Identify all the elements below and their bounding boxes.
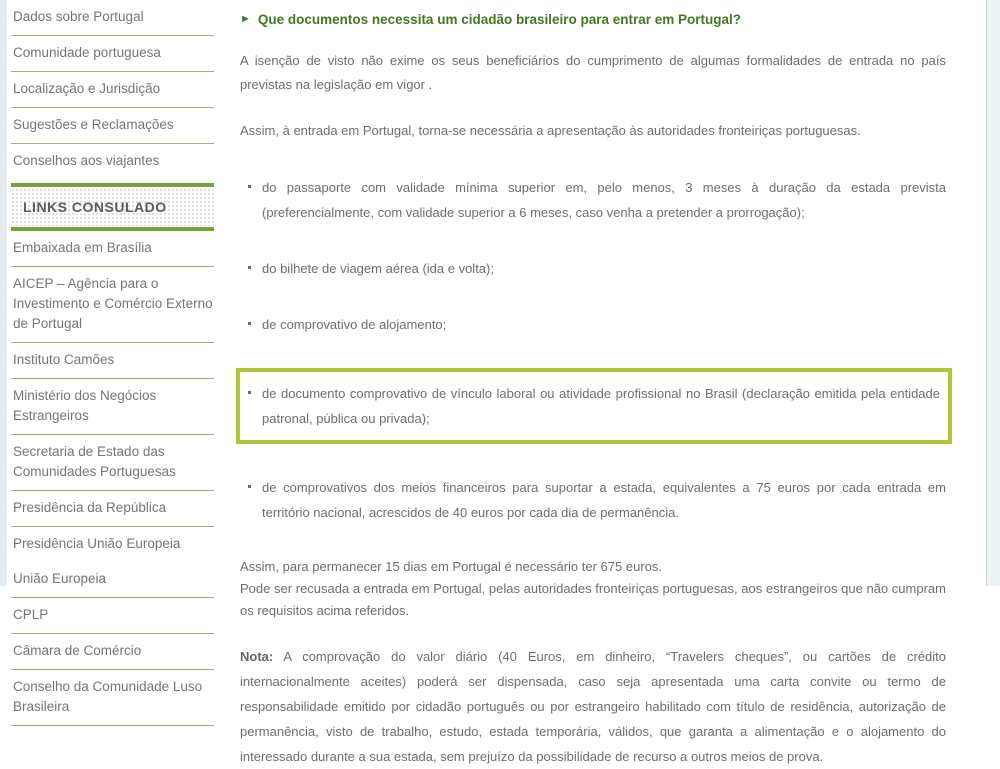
summary-paragraph-1: Assim, para permanecer 15 dias em Portugal é necessário ter 675 euros. [240,559,662,574]
summary-paragraph-2: Pode ser recusada a entrada em Portugal, pelas autoridades fronteiriças portuguesas, aos estrangeiros que não cumpram os requisitos acima referidos. [240,581,946,618]
green-bar-top [11,183,214,187]
question-title-text: Que documentos necessita um cidadão brasileiro para entrar em Portugal? [257,12,742,27]
sidebar-link[interactable]: Instituto Camões [13,352,115,367]
sidebar-nav [11,0,214,726]
requirements-list [240,175,946,525]
requirement-text: de comprovativos dos meios financeiros para suportar a estada, equivalentes a 75 euros por cada entrada em território nacional, acrescidos de 40 euros por cada dia de permanência. [262,480,946,520]
sidebar-link[interactable]: Secretaria de Estado das Comunidades Portuguesas [13,444,176,479]
sidebar-link[interactable]: Câmara de Comércio [13,643,142,658]
main-content [240,0,946,769]
sidebar-section-header: LINKS CONSULADO [11,188,214,226]
requirement-text: do passaporte com validade mínima superior em, pelo menos, 3 meses à duração da estada prevista (preferencialmente, com validade superior a 6 meses, caso venha a pretender a prorrogação); [262,180,946,220]
requirement-item [240,175,946,225]
requirement-item [240,256,946,281]
intro-paragraph-1: A isenção de visto não exime os seus beneficiários do cumprimento de algumas formalidades de entrada no país previstas na legislação em vigor . [240,53,946,92]
sidebar-link[interactable]: AICEP – Agência para o Investimento e Comércio Externo de Portugal [13,276,213,331]
sidebar-link[interactable]: Localização e Jurisdição [13,81,161,96]
sidebar-link[interactable]: União Europeia [13,571,107,586]
sidebar-link[interactable]: Comunidade portuguesa [13,45,161,60]
note-label: Nota: [240,649,274,664]
requirement-item [240,475,946,525]
links-consulado-section [11,183,214,231]
requirement-item-highlighted [236,368,952,444]
sidebar-divider [11,725,214,726]
bullet-icon [248,322,251,325]
arrow-right-icon: ► [240,13,251,25]
sidebar-link[interactable]: Ministério dos Negócios Estrangeiros [13,388,157,423]
requirement-text: de documento comprovativo de vínculo laboral ou atividade profissional no Brasil (declaração emitida pela entidade patronal, pública ou privada); [262,386,940,426]
requirement-item [240,312,946,337]
sidebar-link[interactable]: Presidência da República [13,500,167,515]
bullet-icon [248,266,251,269]
sidebar-link[interactable]: Presidência União Europeia [13,536,181,551]
requirement-text: do bilhete de viagem aérea (ida e volta); [262,261,494,276]
intro-paragraph-2: Assim, à entrada em Portugal, torna-se necessária a apresentação às autoridades fronteiriças portuguesas. [240,123,861,138]
bullet-icon [248,185,251,188]
sidebar-link[interactable]: Embaixada em Brasília [13,240,152,255]
bullet-icon [248,391,251,394]
sidebar-bottom-list [11,231,214,726]
bullet-icon [248,485,251,488]
sidebar-top-list [11,0,214,179]
sidebar-link[interactable]: CPLP [13,607,49,622]
sidebar-link[interactable]: Sugestões e Reclamações [13,117,174,132]
page-right-edge [986,0,1000,586]
note-text: A comprovação do valor diário (40 Euros, em dinheiro, “Travelers cheques”, ou cartões de crédito internacionalmente aceites) poderá ser dispensada, caso seja apresentada uma carta convite ou termo de responsabilidade emitido por cidadão português ou por estrangeiro habilitado com título de residência, autorização de permanência, visto de trabalho, estudo, estada temporária, válidos, que garanta a alimentação e o alojamento do interessado durante a sua estada, sem prejuízo da possibilidade de recurso a outros meios de prova. [240,649,946,764]
question-title [240,12,946,27]
page-left-edge [0,0,7,586]
note-paragraph [240,644,946,769]
sidebar-link[interactable]: Conselho da Comunidade Luso Brasileira [13,679,203,714]
sidebar-link[interactable]: Dados sobre Portugal [13,9,144,24]
sidebar-link[interactable]: Conselhos aos viajantes [13,153,160,168]
requirement-text: de comprovativo de alojamento; [262,317,447,332]
